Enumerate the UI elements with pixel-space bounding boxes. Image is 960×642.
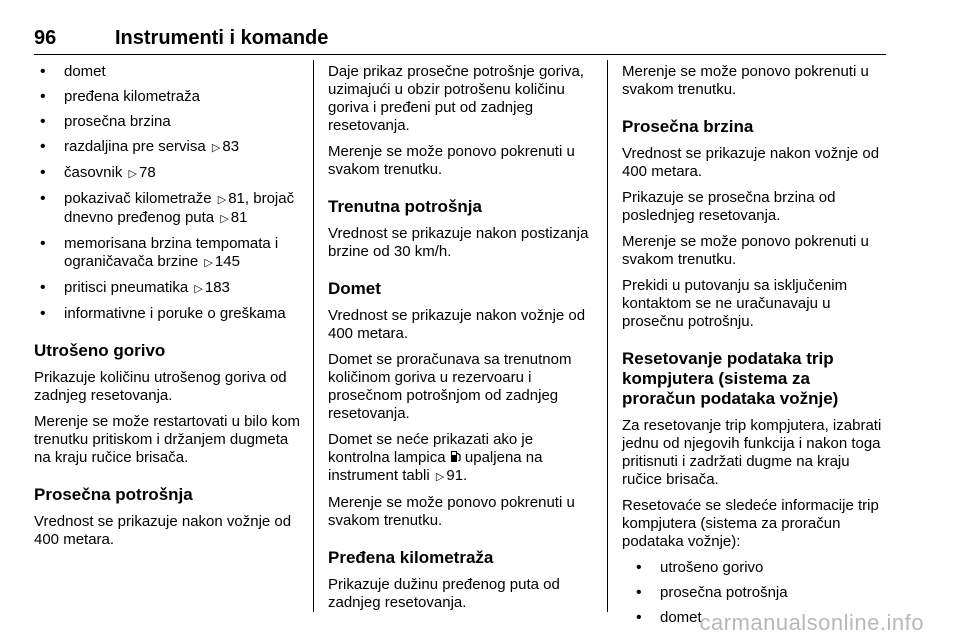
list-item: • prosečna potrošnja [630, 584, 888, 602]
list-item: • časovnik ▷ 78 [34, 164, 300, 183]
page-reference[interactable]: ▷ 183 [194, 279, 230, 296]
reference-arrow-icon: ▷ [220, 213, 229, 225]
section-heading-predjena-kilometraza: Pređena kilometraža [328, 548, 494, 567]
section-heading-prosecna-potrosnja: Prosečna potrošnja [34, 485, 193, 504]
column-divider [607, 60, 608, 612]
list-item: • pritisci pneumatika ▷ 183 [34, 279, 300, 298]
paragraph: Daje prikaz prosečne potrošnje goriva, uzimajući u obzir potrošenu količinu goriva i pređeni put od zadnjeg resetovanja. [328, 63, 584, 134]
page-reference[interactable]: ▷ 81 [217, 190, 245, 207]
list-item: • memorisana brzina tempomata i ograničavača brzine ▷ 145 [34, 235, 300, 272]
column-1 [34, 63, 300, 557]
list-item: • informativne i poruke o greškama [34, 305, 300, 323]
list-item: • prosečna brzina [34, 113, 300, 131]
page-title: Instrumenti i komande [115, 27, 329, 49]
page-reference[interactable]: ▷ 145 [204, 253, 240, 270]
list-item: • razdaljina pre servisa ▷ 83 [34, 138, 300, 157]
page-reference[interactable]: ▷ 78 [128, 164, 156, 181]
column-3 [622, 63, 888, 634]
reference-arrow-icon: ▷ [217, 194, 227, 206]
page-header [34, 27, 886, 51]
paragraph: Vrednost se prikazuje nakon vožnje od 400 metara. [328, 307, 586, 342]
paragraph: Vrednost se prikazuje nakon postizanja brzine od 30 km/h. [328, 225, 589, 260]
column-divider [313, 60, 314, 612]
column-2 [328, 63, 594, 620]
reference-arrow-icon: ▷ [194, 283, 203, 295]
paragraph: Domet se proračunava sa trenutnom količinom goriva u rezervoaru i prosečnom potrošnjom od zadnjeg resetovanja. [328, 351, 572, 422]
page-reference[interactable]: ▷ 91 [435, 467, 464, 484]
paragraph: Prekidi u putovanju sa isključenim kontaktom se ne uračunavaju u prosečnu potrošnju. [622, 277, 848, 330]
reference-arrow-icon: ▷ [204, 257, 213, 269]
paragraph: Prikazuje se prosečna brzina od poslednjeg resetovanja. [622, 189, 836, 224]
fuel-warning-lamp-icon [450, 450, 461, 463]
reference-arrow-icon: ▷ [435, 471, 445, 483]
section-heading-trenutna-potrosnja: Trenutna potrošnja [328, 197, 482, 216]
watermark: carmanualsonline.info [699, 610, 924, 635]
reference-arrow-icon: ▷ [211, 142, 221, 154]
page-reference[interactable]: ▷ 81 [220, 209, 248, 226]
list-item: • domet [34, 63, 300, 81]
list-item: • pređena kilometraža [34, 88, 300, 106]
paragraph: Resetovaće se sledeće informacije trip kompjutera (sistema za proračun podataka vožnje): [622, 497, 879, 550]
header-rule [34, 54, 886, 55]
paragraph: Prikazuje dužinu pređenog puta od zadnjeg resetovanja. [328, 576, 560, 611]
paragraph: Merenje se može ponovo pokrenuti u svakom trenutku. [328, 143, 575, 178]
section-heading-utroseno-gorivo: Utrošeno gorivo [34, 341, 166, 360]
paragraph: Vrednost se prikazuje nakon vožnje od 400 metara. [622, 145, 880, 180]
list-item: • pokazivač kilometraže ▷ 81, brojač dnevno pređenog puta ▷ 81 [34, 190, 300, 228]
paragraph: Vrednost se prikazuje nakon vožnje od 400 metara. [34, 513, 292, 548]
section-heading-prosecna-brzina: Prosečna brzina [622, 117, 754, 136]
paragraph: Merenje se može ponovo pokrenuti u svakom trenutku. [328, 494, 575, 529]
paragraph: Domet se neće prikazati ako je kontrolna lampica upaljena na instrument tabli ▷ 91. [328, 431, 543, 484]
page-reference[interactable]: ▷ 83 [211, 138, 240, 155]
trip-info-list [34, 63, 300, 323]
paragraph: Merenje se može ponovo pokrenuti u svakom trenutku. [622, 63, 869, 98]
list-item: • utrošeno gorivo [630, 559, 888, 577]
paragraph: Merenje se može ponovo pokrenuti u svakom trenutku. [622, 233, 869, 268]
paragraph: Prikazuje količinu utrošenog goriva od zadnjeg resetovanja. [34, 369, 287, 404]
reference-arrow-icon: ▷ [128, 168, 137, 180]
list-item: • domet [630, 609, 888, 627]
section-heading-resetovanje: Resetovanje podataka trip kompjutera (sistema za proračun podataka vožnje) [622, 349, 839, 408]
page-number: 96 [34, 27, 57, 49]
paragraph: Merenje se može restartovati u bilo kom trenutku pritiskom i držanjem dugmeta na kraju ručice brisača. [34, 413, 300, 466]
paragraph: Za resetovanje trip kompjutera, izabrati jednu od njegovih funkcija i nakon toga pritisnuti i zadržati dugme na kraju ručice brisača. [622, 417, 882, 488]
section-heading-domet: Domet [328, 279, 381, 298]
